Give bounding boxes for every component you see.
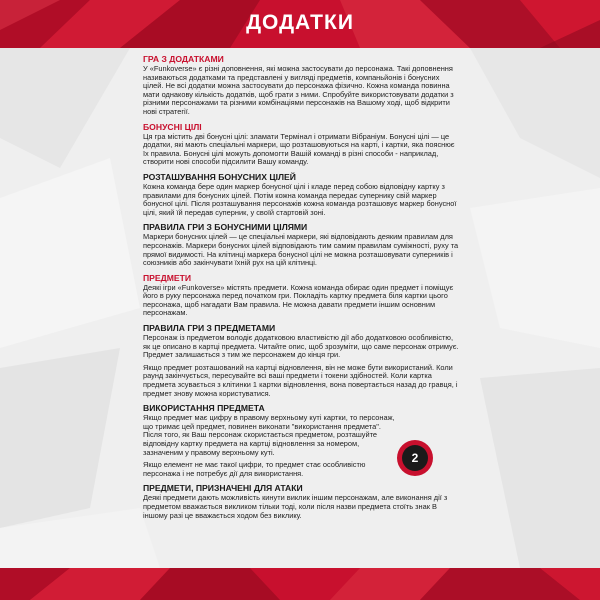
section-bonus-objectives	[143, 122, 459, 167]
section-attack-items	[143, 483, 459, 520]
section-paragraph: Деякі предмети дають можливість кинути виклик іншим персонажам, але виконання дії з предметом вважається викликом тільки тоді, коли після назви предмета стоїть знак В іншому разі це вважається ходом без виклику.	[143, 493, 448, 520]
section-heading: ПРАВИЛА ГРИ З ПРЕДМЕТАМИ	[143, 323, 276, 334]
section-paragraph: Ця гра містить дві бонусні цілі: зламати Термінал і отримати Вібраніум. Бонусні цілі — це додатки, які мають спеціальні маркери, що розташовуються на карті, і картки, яка пояснює їх правила. Бонусні цілі можуть допомогти Вашій команді в різні способи - наприклад, створити нові способи підсилити Вашу команду.	[143, 131, 455, 167]
section-bonus-rules	[143, 222, 459, 267]
section-paragraph: Якщо предмет має цифру в правому верхньому куті картки, то персонаж, що тримає цей предмет, повинен виконати "використання предмета". Після того, як Ваш персонаж скористається предметом, розташуйте відповідну картку предмета на картці відновлення за номером, зазначеним у правому верхньому куті.	[143, 413, 395, 457]
section-bonus-placement	[143, 172, 459, 217]
section-heading: ВИКОРИСТАННЯ ПРЕДМЕТА	[143, 403, 265, 414]
recovery-counter-icon	[397, 440, 433, 476]
section-paragraph: Персонаж із предметом володіє додатковою властивістю дії або додатковою особливістю, як це описано в картці предмета. Читайте опис, щоб зрозуміти, що саме персонаж отримує. Предмет залишається з тим же персонажем до кінця гри.	[143, 333, 459, 360]
section-paragraph: Деякі ігри «Funkoverse» містять предмети. Кожна команда обирає один предмет і поміщує його в руку персонажа перед початком гри. Покладіть картку предмета біля картки цього персонажа, щоб нагадати Вам правила. Не можна давати предмети іншим основним персонажам.	[143, 282, 454, 318]
section-paragraph: У «Funkoverse» є різні доповнення, які можна застосувати до персонажа. Такі доповнення називаються додатками та представлені у вигляді предметів, компаньйонів і бонусних цілей. Не всі додатки можна застосувати до персонажа фізично. Кожна команда повинна мати однакову кількість додатків, щоб грати з ними. Спробуйте використовувати додатки з різними персонажами та різними комбінаціями персонажів на Вашому ході, щоб відкрити нові стратегії.	[143, 64, 454, 116]
section-paragraph: Якщо предмет розташований на картці відновлення, він не може бути використаний. Коли раунд закінчується, пересувайте всі ваші предмети і токени здібностей. Коли картка предмета зсувається з клітинки 1 картки відновлення, вона повертається назад до гравця, і предмет знову можна користуватися.	[143, 362, 458, 398]
section-heading: ГРА З ДОДАТКАМИ	[143, 54, 224, 64]
footer-pattern-icon	[0, 568, 600, 600]
content-panel	[0, 48, 600, 568]
section-items	[143, 273, 459, 318]
footer-banner	[0, 568, 600, 600]
section-item-rules	[143, 323, 459, 398]
section-heading: ПРЕДМЕТИ, ПРИЗНАЧЕНІ ДЛЯ АТАКИ	[143, 483, 303, 494]
section-heading: ПРАВИЛА ГРИ З БОНУСНИМИ ЦІЛЯМИ	[143, 222, 308, 233]
section-heading: БОНУСНІ ЦІЛІ	[143, 121, 202, 132]
section-heading: ПРЕДМЕТИ	[143, 272, 192, 283]
header-banner	[0, 0, 600, 48]
section-paragraph: Маркери бонусних цілей — це спеціальні маркери, які відповідають деяким правилам для персонажів. Маркери бонусних цілей відповідають тим самим правилам суміжності, руху та прямої видимості. На клітинці маркера бонусної цілі не можна розташовувати суперників і союзників або закінчувати їхній рух на цій клітинці.	[143, 232, 459, 268]
section-heading: РОЗТАШУВАННЯ БОНУСНИХ ЦІЛЕЙ	[143, 171, 296, 182]
section-paragraph: Кожна команда бере один маркер бонусної цілі і кладе перед собою відповідну картку з правилами для бонусних цілей. Потім кожна команда передає супернику свій маркер бонусної цілі. Після розташування персонажів кожна команда розташовує маркер бонусної цілі, який їй передав суперник, у своїй стартовій зоні.	[143, 181, 457, 217]
section-add-ons	[143, 54, 459, 117]
section-paragraph: Якщо елемент не має такої цифри, то предмет стає особливістю персонажа і не потребує дії для використання.	[143, 460, 366, 478]
recovery-counter-value: 2	[402, 445, 428, 471]
page-title: ДОДАТКИ	[246, 11, 354, 34]
